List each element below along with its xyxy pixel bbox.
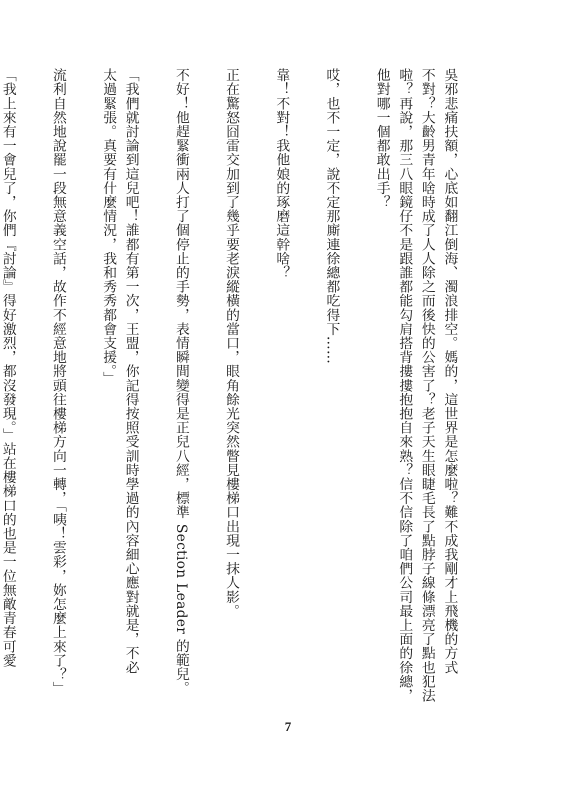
text-line: 「我們就討論到這兒吧！誰都有第一次，王盟，你記得按照受訓時學過的內容細心應對就是，不必 bbox=[122, 68, 139, 675]
text-line: 正在驚怒囧雷交加到了幾乎要老淚縱橫的當口，眼角餘光突然瞥見樓梯口出現一抹人影。 bbox=[223, 68, 240, 618]
text-line: 不對？大齡男青年啥時成了人人除之而後快的公害了？老子天生眼睫毛長了點脖子線條漂亮了點也犯法 bbox=[418, 68, 435, 703]
vertical-text-body bbox=[0, 68, 488, 703]
text-line: 不好！他趕緊衝兩人打了個停止的手勢，表情瞬間變得是正兒八經，標準 Section Leader 的範兒。 bbox=[172, 68, 189, 696]
text-line: 哎，也不一定，說不定那廝連徐總都吃得下…… bbox=[323, 68, 340, 365]
text-line: 「我上來有一會兒了，你們『討論』得好激烈，都沒發現。」站在樓梯口的也是一位無敵青春可愛 bbox=[0, 68, 16, 668]
text-line: 太過緊張。真要有什麼情況，我和秀秀都會支援。」 bbox=[100, 68, 117, 386]
text-line: 流利自然地說罷一段無意義空話，故作不經意地將頭往樓梯方向一轉，「咦！雲彩，妳怎麼上來了？」 bbox=[49, 68, 66, 696]
text-line: 他對哪一個都敢出手？ bbox=[373, 68, 390, 209]
text-line: 吳邪悲痛扶額，心底如翻江倒海、濁浪排空。媽的，這世界是怎麼啦？難不成我剛才上飛機的方式 bbox=[441, 68, 458, 675]
text-line: 啦？再說，那三八眼鏡仔不是跟誰都能勾肩搭背摟摟抱抱自來熟？信不信除了咱們公司最上面的徐總， bbox=[396, 68, 413, 703]
page-number: 7 bbox=[284, 719, 292, 734]
text-line: 靠！不對！我他娘的琢磨這幹啥？ bbox=[273, 68, 290, 280]
